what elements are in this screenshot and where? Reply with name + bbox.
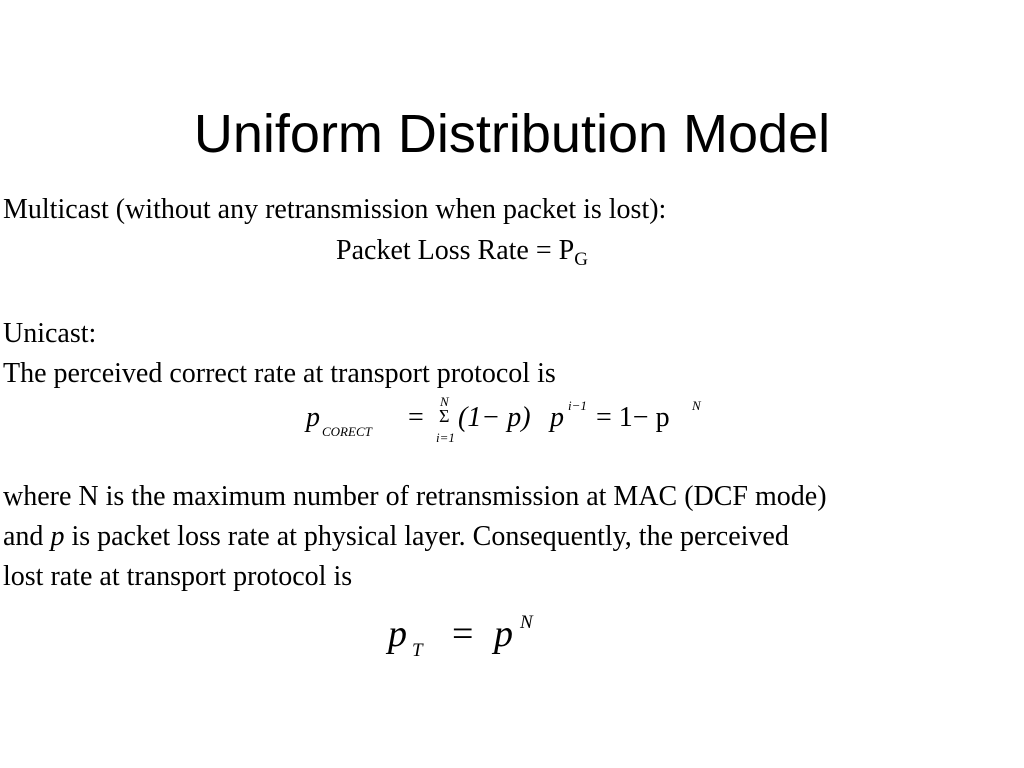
explanation-line-3: lost rate at transport protocol is bbox=[3, 561, 353, 592]
correct-rate-lhs-subscript: CORECT bbox=[322, 424, 372, 439]
explanation-var-p: p bbox=[50, 521, 65, 552]
lost-rate-rhs-exponent: N bbox=[520, 612, 533, 633]
slide-title: Uniform Distribution Model bbox=[193, 104, 831, 164]
sum-upper-limit: N bbox=[440, 394, 449, 409]
explanation-line-2-pre: and bbox=[3, 521, 51, 552]
packet-loss-rate-subscript: G bbox=[574, 249, 588, 270]
packet-loss-rate-label: Packet Loss Rate = P bbox=[336, 235, 575, 266]
unicast-heading: Unicast: bbox=[3, 318, 97, 349]
correct-rate-final-exponent: N bbox=[692, 398, 701, 413]
unicast-intro: The perceived correct rate at transport protocol is bbox=[3, 358, 556, 389]
correct-rate-lhs-var: p bbox=[306, 402, 320, 433]
sum-lower-limit: i=1 bbox=[436, 430, 455, 445]
explanation-line-1: where N is the maximum number of retransmission at MAC (DCF mode) bbox=[3, 481, 827, 512]
correct-rate-rhs: = 1− p bbox=[596, 402, 670, 433]
lost-rate-lhs-var: p bbox=[388, 613, 407, 655]
explanation-line-2-post: is packet loss rate at physical layer. Consequently, the perceived bbox=[64, 521, 789, 552]
explanation-line-2 bbox=[3, 521, 789, 553]
lost-rate-equals: = bbox=[452, 613, 474, 655]
correct-rate-base: p bbox=[550, 402, 564, 433]
lost-rate-lhs-subscript: T bbox=[412, 640, 423, 661]
correct-rate-factor: (1− p) bbox=[458, 402, 531, 433]
lost-rate-rhs-var: p bbox=[494, 613, 513, 655]
packet-loss-rate-formula bbox=[0, 235, 924, 276]
multicast-heading: Multicast (without any retransmission when packet is lost): bbox=[3, 194, 667, 225]
correct-rate-equals: = bbox=[408, 402, 424, 433]
correct-rate-exponent: i−1 bbox=[568, 398, 587, 413]
sum-symbol: Σ bbox=[439, 406, 450, 426]
